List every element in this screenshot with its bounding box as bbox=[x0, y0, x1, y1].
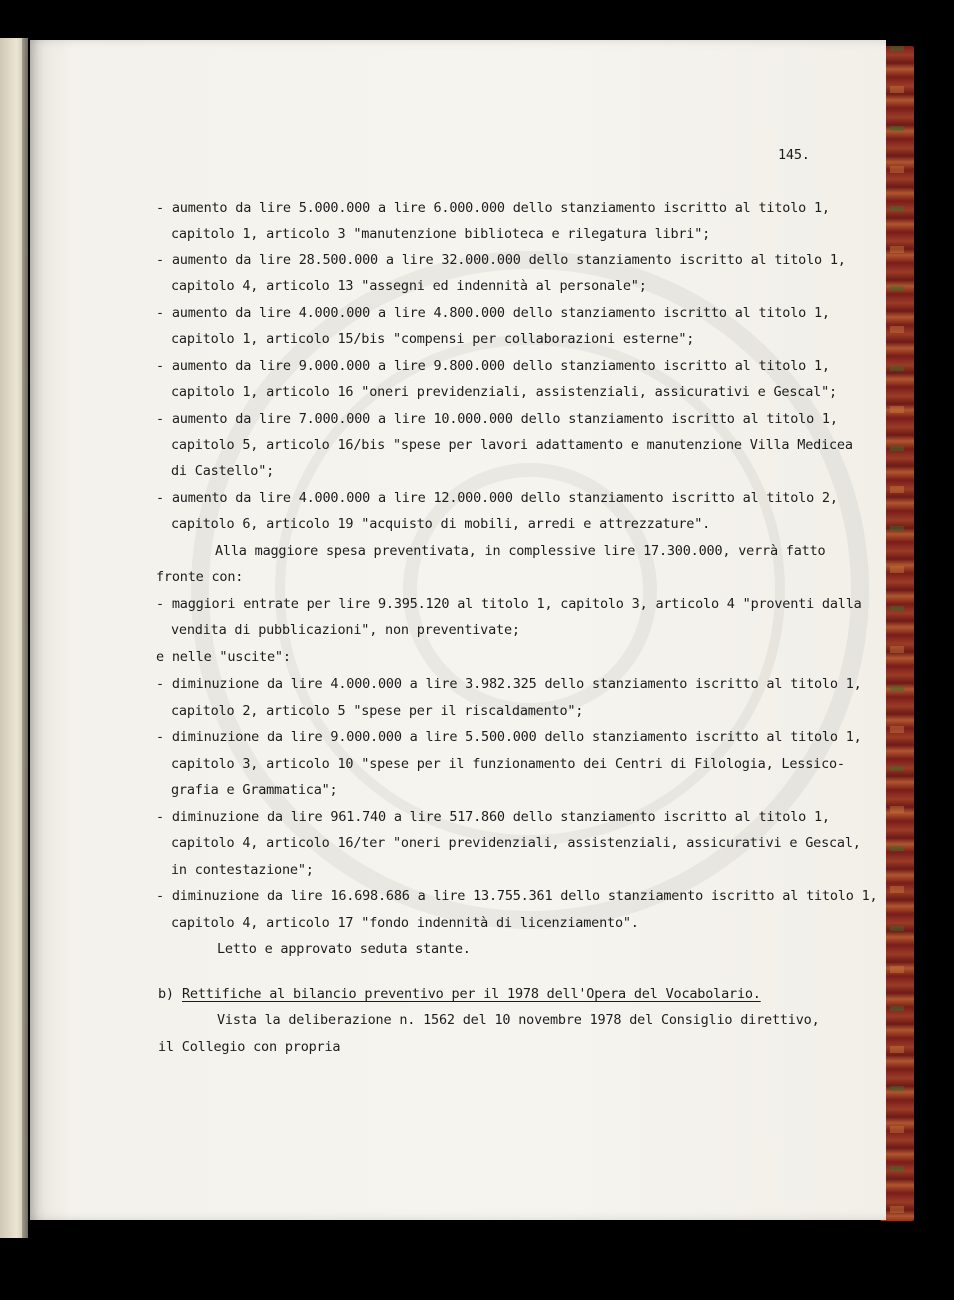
text-line: - diminuzione da lire 9.000.000 a lire 5.500.000 dello stanziamento iscritto al titolo 1, bbox=[156, 729, 862, 745]
text-line: capitolo 1, articolo 15/bis "compensi per collaborazioni esterne"; bbox=[171, 331, 695, 347]
text-line: fronte con: bbox=[156, 569, 244, 585]
text-line: - aumento da lire 28.500.000 a lire 32.000.000 dello stanziamento iscritto al titolo 1, bbox=[156, 252, 846, 268]
text-line: - aumento da lire 9.000.000 a lire 9.800.000 dello stanziamento iscritto al titolo 1, bbox=[156, 358, 830, 374]
text-line: vendita di pubblicazioni", non preventivate; bbox=[171, 622, 520, 638]
text-line: capitolo 4, articolo 16/ter "oneri previdenziali, assistenziali, assicurativi e Gescal, bbox=[171, 835, 861, 851]
text-line: capitolo 4, articolo 13 "assegni ed indennità al personale"; bbox=[171, 278, 647, 294]
text-line: - diminuzione da lire 4.000.000 a lire 3.982.325 dello stanziamento iscritto al titolo 1, bbox=[156, 676, 862, 692]
text-line: capitolo 6, articolo 19 "acquisto di mobili, arredi e attrezzature". bbox=[171, 516, 711, 532]
text-line: - aumento da lire 5.000.000 a lire 6.000.000 dello stanziamento iscritto al titolo 1, bbox=[156, 200, 830, 216]
text-line: - diminuzione da lire 16.698.686 a lire 13.755.361 dello stanziamento iscritto al titolo 1, bbox=[156, 888, 878, 904]
text-line: grafia e Grammatica"; bbox=[171, 782, 338, 798]
facing-page-shadow bbox=[22, 38, 28, 1238]
text-line: - aumento da lire 4.000.000 a lire 12.000.000 dello stanziamento iscritto al titolo 2, bbox=[156, 490, 838, 506]
text-line: capitolo 2, articolo 5 "spese per il riscaldamento"; bbox=[171, 703, 584, 719]
text-line: capitolo 1, articolo 16 "oneri previdenziali, assistenziali, assicurativi e Gescal"; bbox=[171, 384, 837, 400]
section-label: b) bbox=[158, 986, 174, 1002]
text-line: - diminuzione da lire 961.740 a lire 517.860 dello stanziamento iscritto al titolo 1, bbox=[156, 809, 830, 825]
text-line: e nelle "uscite": bbox=[156, 649, 291, 665]
text-line: Alla maggiore spesa preventivata, in complessive lire 17.300.000, verrà fatto bbox=[215, 543, 826, 559]
text-line: capitolo 4, articolo 17 "fondo indennità di licenziamento". bbox=[171, 915, 639, 931]
text-line: capitolo 3, articolo 10 "spese per il funzionamento dei Centri di Filologia, Lessico- bbox=[171, 756, 845, 772]
text-line: Vista la deliberazione n. 1562 del 10 novembre 1978 del Consiglio direttivo, bbox=[217, 1012, 820, 1028]
text-line: capitolo 1, articolo 3 "manutenzione biblioteca e rilegatura libri"; bbox=[171, 226, 711, 242]
page-number: 145. bbox=[778, 147, 810, 163]
text-line: il Collegio con propria bbox=[158, 1039, 341, 1055]
text-line: capitolo 5, articolo 16/bis "spese per lavori adattamento e manutenzione Villa Medicea bbox=[171, 437, 853, 453]
section-heading: Rettifiche al bilancio preventivo per il 1978 dell'Opera del Vocabolario. bbox=[182, 986, 761, 1002]
text-line: - aumento da lire 7.000.000 a lire 10.000.000 dello stanziamento iscritto al titolo 1, bbox=[156, 411, 838, 427]
text-line: in contestazione"; bbox=[171, 862, 314, 878]
text-line: Letto e approvato seduta stante. bbox=[217, 941, 471, 957]
text-line: di Castello"; bbox=[171, 463, 275, 479]
text-line: - maggiori entrate per lire 9.395.120 al titolo 1, capitolo 3, articolo 4 "proventi dalla bbox=[156, 596, 862, 612]
text-line: - aumento da lire 4.000.000 a lire 4.800.000 dello stanziamento iscritto al titolo 1, bbox=[156, 305, 830, 321]
